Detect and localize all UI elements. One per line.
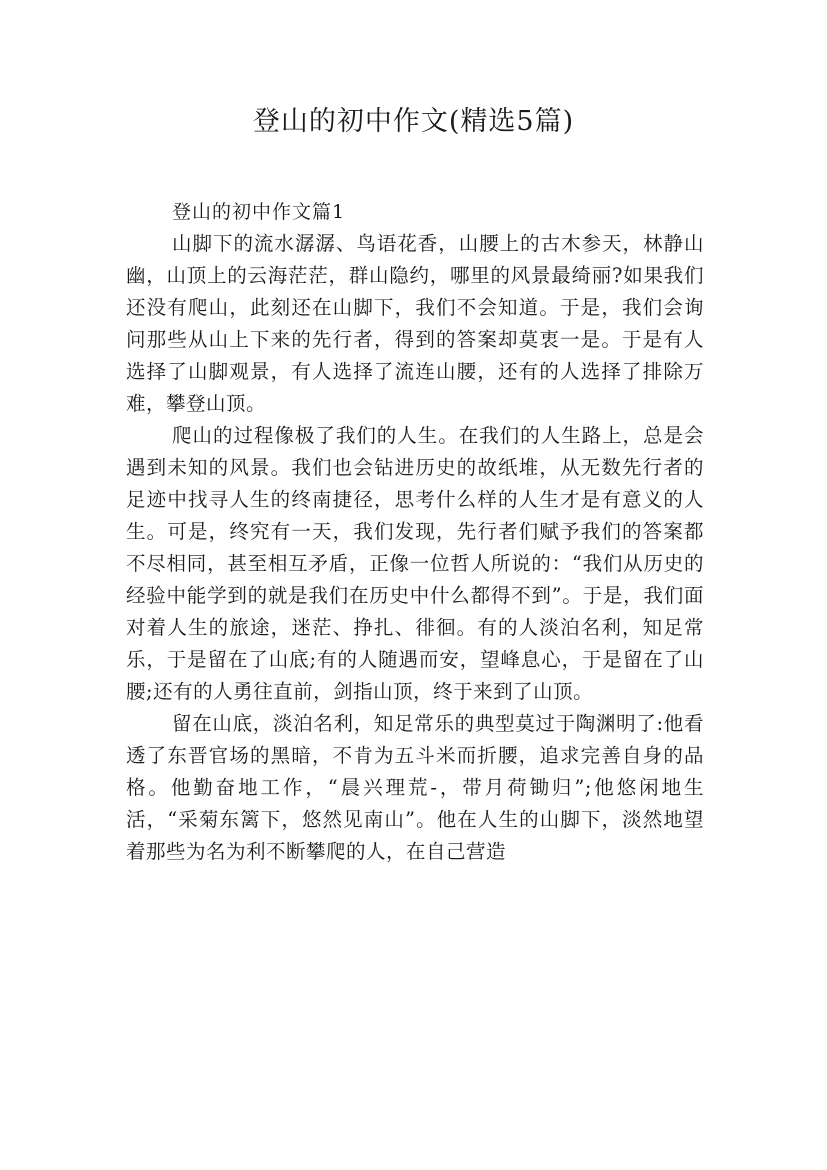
section-heading: 登山的初中作文篇1 <box>172 201 346 223</box>
paragraph-2: 爬山的过程像极了我们的人生。在我们的人生路上，总是会遇到未知的风景。我们也会钻进历史的故纸堆，从无数先行者的足迹中找寻人生的终南捷径，思考什么样的人生才是有意义的人生。可是，终究有一天，我们发现，先行者们赋予我们的答案都不尽相同，甚至相互矛盾，正像一位哲人所说的：“我们从历史的经验中能学到的就是我们在历史中什么都得不到”。于是，我们面对着人生的旅途，迷茫、挣扎、徘徊。有的人淡泊名利，知足常乐，于是留在了山底;有的人随遇而安，望峰息心，于是留在了山腰;还有的人勇往直前，剑指山顶，终于来到了山顶。 <box>126 424 704 703</box>
paragraph-3: 留在山底，淡泊名利，知足常乐的典型莫过于陶渊明了:他看透了东晋官场的黑暗，不肯为五斗米而折腰，追求完善自身的品格。他勤奋地工作，“晨兴理荒-，带月荷锄归”;他悠闲地生活，“采菊东篱下，悠然见南山”。他在人生的山脚下，淡然地望着那些为名为利不断攀爬的人，在自己营造 <box>126 712 704 863</box>
paragraph-1: 山脚下的流水潺潺、鸟语花香，山腰上的古木参天，林静山幽，山顶上的云海茫茫，群山隐约，哪里的风景最绮丽?如果我们还没有爬山，此刻还在山脚下，我们不会知道。于是，我们会询问那些从山上下来的先行者，得到的答案却莫衷一是。于是有人选择了山脚观景，有人选择了流连山腰，还有的人选择了排除万难，攀登山顶。 <box>126 232 704 415</box>
document-title: 登山的初中作文(精选5篇) <box>252 106 575 137</box>
document-body <box>126 196 704 868</box>
